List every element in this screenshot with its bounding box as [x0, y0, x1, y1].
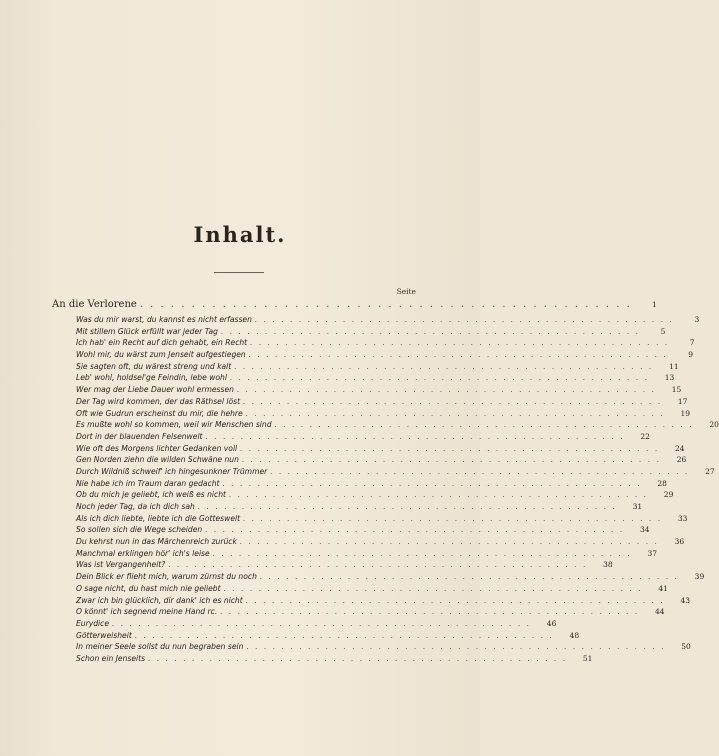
toc-entry-title: Wie oft des Morgens lichter Gedanken voll	[76, 443, 238, 453]
toc-entry	[52, 349, 694, 361]
toc-entry	[52, 384, 682, 396]
toc-entry-page: 50	[681, 642, 691, 652]
dot-leader: . . . . . . . . . . . . . . . . . . . . . . . . . . . . . . . . . . . . . . . . . . . . . . . .	[212, 548, 633, 558]
dot-leader: . . . . . . . . . . . . . . . . . . . . . . . . . . . . . . . . . . . . . . . . . . . . . . . .	[274, 420, 694, 430]
toc-entry-page: 51	[582, 653, 593, 663]
toc-entry-title: Ich hab' ein Recht auf dich gehabt, ein Recht	[76, 338, 248, 348]
toc-entry	[52, 630, 580, 642]
toc-entry-title: Götterweisheit	[76, 630, 132, 640]
toc-entry-page: 41	[658, 583, 668, 593]
toc-entry-title: O sage nicht, du hast mich nie geliebt	[76, 583, 221, 593]
toc-entry-title: Noch jeder Tag, da ich dich sah	[76, 502, 195, 511]
toc-entry	[52, 361, 679, 373]
toc-entry-title: Manchmal erklingen hör' ich's leise	[76, 548, 210, 558]
toc-entry-title: Schon ein Jenseits	[76, 653, 146, 663]
toc-entry	[52, 618, 557, 630]
toc-entry-page: 46	[546, 618, 557, 628]
toc-entry	[52, 372, 675, 384]
toc-entry-page: 38	[603, 560, 613, 570]
toc-entry	[52, 548, 658, 560]
toc-entry-page: 31	[632, 502, 643, 511]
toc-entry-title: Dort in der blauenden Felsenwelt	[76, 431, 203, 441]
toc-entry-page: 28	[657, 478, 667, 488]
dot-leader: . . . . . . . . . . . . . . . . . . . . . . . . . . . . . . . . . . . . . . . . . . . . . . . .	[248, 350, 669, 360]
dot-leader: . . . . . . . . . . . . . . . . . . . . . . . . . . . . . . . . . . . . . . . . . . . . . . . .	[236, 385, 657, 395]
dot-leader: . . . . . . . . . . . . . . . . . . . . . . . . . . . . . . . . . . . . . . . . . . . . . . . .	[240, 443, 660, 453]
toc-entry	[52, 595, 691, 607]
dot-leader: . . . . . . . . . . . . . . . . . . . . . . . . . . . . . . . . . . . . . . . . . . . . . . . .	[205, 431, 625, 441]
dot-leader: . . . . . . . . . . . . . . . . . . . . . . . . . . . . . . . . . . . . . . . . . . . . . . . .	[222, 478, 642, 488]
toc-entry-title: Wohl mir, du wärst zum Jenseit aufgestiegen	[76, 350, 246, 360]
toc-entry-page: 43	[680, 595, 691, 605]
toc-entry	[52, 571, 705, 583]
dot-leader: . . . . . . . . . . . . . . . . . . . . . . . . . . . . . . . . . . . . . . . . . . . . . . . .	[250, 338, 670, 348]
toc-entry	[52, 641, 691, 653]
toc-entry-title: Leb' wohl, holdsel'ge Feindin, lebe wohl	[76, 373, 227, 383]
toc-entry-page: 20	[709, 420, 719, 430]
table-of-contents	[52, 298, 719, 665]
toc-entry-title: Durch Wildniß schweif' ich hingesunkner Trümmer	[76, 466, 268, 476]
dot-leader: . . . . . . . . . . . . . . . . . . . . . . . . . . . . . . . . . . . . . . . . . . . . . . . .	[245, 408, 666, 418]
toc-entry-page: 11	[669, 361, 679, 371]
toc-entry-title: Was du mir warst, du kannst es nicht erfassen	[76, 315, 252, 324]
toc-entry	[52, 583, 668, 595]
toc-entry-title: Oft wie Gudrun erscheinst du mir, die hehre	[76, 408, 243, 418]
dot-leader: . . . . . . . . . . . . . . . . . . . . . . . . . . . . . . . . . . . . . . . . . . . . . . . .	[139, 299, 632, 310]
toc-entry-title: Dein Blick er flieht mich, warum zürnst du noch	[76, 572, 257, 582]
toc-entry	[52, 606, 665, 618]
toc-entry-page: 37	[647, 548, 658, 558]
toc-entry-page: 34	[639, 525, 650, 535]
toc-section-entry	[52, 298, 657, 312]
toc-entry	[52, 524, 650, 536]
page-column-label: Seite	[396, 287, 416, 296]
toc-entry	[52, 326, 666, 338]
dot-leader: . . . . . . . . . . . . . . . . . . . . . . . . . . . . . . . . . . . . . . . . . . . . . . . .	[134, 630, 555, 640]
toc-entry-title: In meiner Seele sollst du nun begraben sein	[76, 642, 244, 652]
toc-entry-page: 7	[689, 338, 695, 348]
toc-entry	[52, 489, 674, 501]
toc-entry-title: Der Tag wird kommen, der das Räthsel löst	[76, 396, 241, 406]
toc-entry-page: 22	[640, 431, 650, 441]
dot-leader: . . . . . . . . . . . . . . . . . . . . . . . . . . . . . . . . . . . . . . . . . . . . . . . .	[259, 572, 680, 582]
toc-entry	[52, 314, 700, 326]
toc-entry-page: 1	[652, 300, 657, 309]
toc-entry	[52, 478, 667, 490]
toc-entry-page: 48	[569, 630, 580, 640]
title-rule	[214, 272, 264, 273]
dot-leader: . . . . . . . . . . . . . . . . . . . . . . . . . . . . . . . . . . . . . . . . . . . . . . . .	[254, 315, 675, 324]
dot-leader: . . . . . . . . . . . . . . . . . . . . . . . . . . . . . . . . . . . . . . . . . . . . . . . .	[112, 618, 532, 628]
toc-entry	[52, 337, 695, 349]
toc-entry-title: Es mußte wohl so kommen, weil wir Menschen sind	[76, 420, 272, 430]
dot-leader: . . . . . . . . . . . . . . . . . . . . . . . . . . . . . . . . . . . . . . . . . . . . . . . .	[243, 396, 663, 406]
dot-leader: . . . . . . . . . . . . . . . . . . . . . . . . . . . . . . . . . . . . . . . . . . . . . . . .	[270, 466, 690, 476]
toc-entry-page: 17	[677, 396, 688, 406]
toc-entry-title: Was ist Vergangenheit?	[76, 560, 166, 570]
toc-entry	[52, 419, 719, 431]
toc-entry-page: 5	[660, 326, 666, 336]
dot-leader: . . . . . . . . . . . . . . . . . . . . . . . . . . . . . . . . . . . . . . . . . . . . . . . .	[223, 583, 643, 593]
dot-leader: . . . . . . . . . . . . . . . . . . . . . . . . . . . . . . . . . . . . . . . . . . . . . . . .	[168, 560, 588, 570]
toc-entry-title: Mit stillem Glück erfüllt war jeder Tag	[76, 326, 219, 336]
dot-leader: . . . . . . . . . . . . . . . . . . . . . . . . . . . . . . . . . . . . . . . . . . . . . . . .	[245, 595, 666, 605]
toc-entry-title: Zwar ich bin glücklich, dir dank' ich es nicht	[76, 595, 243, 605]
toc-entry-title: Wer mag der Liebe Dauer wohl ermessen	[76, 385, 234, 395]
toc-entry-page: 29	[663, 490, 674, 500]
toc-entry	[52, 431, 650, 443]
toc-entry-title: Du kehrst nun in das Märchenreich zurück	[76, 537, 237, 547]
toc-entry-page: 27	[705, 466, 715, 476]
toc-entry-title: Ob du mich je geliebt, ich weiß es nicht	[76, 490, 227, 500]
toc-entry-title: Sie sagten oft, du wärest streng und kalt	[76, 361, 232, 371]
toc-entry-page: 36	[674, 537, 685, 547]
dot-leader: . . . . . . . . . . . . . . . . . . . . . . . . . . . . . . . . . . . . . . . . . . . . . . . .	[243, 513, 663, 523]
dot-leader: . . . . . . . . . . . . . . . . . . . . . . . . . . . . . . . . . . . . . . . . . . . . . . . .	[205, 525, 625, 535]
toc-entry	[52, 501, 643, 513]
dot-leader: . . . . . . . . . . . . . . . . . . . . . . . . . . . . . . . . . . . . . . . . . . . . . . . .	[148, 653, 568, 663]
dot-leader: . . . . . . . . . . . . . . . . . . . . . . . . . . . . . . . . . . . . . . . . . . . . . . . .	[229, 490, 649, 500]
dot-leader: . . . . . . . . . . . . . . . . . . . . . . . . . . . . . . . . . . . . . . . . . . . . . . . .	[239, 537, 660, 547]
dot-leader: . . . . . . . . . . . . . . . . . . . . . . . . . . . . . . . . . . . . . . . . . . . . . . . .	[220, 607, 640, 617]
toc-entry-page: 39	[694, 572, 705, 582]
toc-entry	[52, 443, 685, 455]
dot-leader: . . . . . . . . . . . . . . . . . . . . . . . . . . . . . . . . . . . . . . . . . . . . . . . .	[197, 502, 618, 511]
toc-entry-title: O könnt' ich segnend meine Hand rc.	[76, 607, 218, 617]
toc-entry-title: Eurydice	[76, 618, 110, 628]
dot-leader: . . . . . . . . . . . . . . . . . . . . . . . . . . . . . . . . . . . . . . . . . . . . . . . .	[234, 361, 654, 371]
toc-entry-page: 33	[677, 513, 688, 523]
toc-entry-page: 13	[664, 373, 675, 383]
dot-leader: . . . . . . . . . . . . . . . . . . . . . . . . . . . . . . . . . . . . . . . . . . . . . . . .	[246, 642, 666, 652]
page-title: Inhalt.	[193, 222, 287, 247]
toc-entry	[52, 408, 691, 420]
toc-entry-title: Als ich dich liebte, liebte ich die Gotteswelt	[76, 513, 241, 523]
toc-entry-page: 44	[655, 607, 665, 617]
toc-entry-page: 3	[694, 315, 700, 324]
toc-entry	[52, 653, 593, 665]
toc-entry-title: An die Verlorene	[52, 299, 137, 310]
toc-entry-page: 24	[674, 443, 685, 453]
dot-leader: . . . . . . . . . . . . . . . . . . . . . . . . . . . . . . . . . . . . . . . . . . . . . . . .	[229, 373, 650, 383]
toc-entry-page: 15	[671, 385, 682, 395]
toc-entry	[52, 536, 685, 548]
toc-entry-title: So sollen sich die Wege scheiden	[76, 525, 203, 535]
toc-entry	[52, 466, 715, 478]
toc-entry-title: Gen Norden ziehn die wilden Schwäne nun	[76, 455, 239, 465]
toc-entry-page: 9	[688, 350, 694, 360]
dot-leader: . . . . . . . . . . . . . . . . . . . . . . . . . . . . . . . . . . . . . . . . . . . . . . . .	[221, 326, 641, 336]
toc-entry	[52, 454, 687, 466]
toc-entry	[52, 396, 688, 408]
dot-leader: . . . . . . . . . . . . . . . . . . . . . . . . . . . . . . . . . . . . . . . . . . . . . . . .	[241, 455, 662, 465]
toc-entry	[52, 513, 688, 525]
toc-entry-page: 26	[676, 455, 687, 465]
toc-entry	[52, 559, 613, 571]
toc-entry-title: Nie habe ich im Traum daran gedacht	[76, 478, 220, 488]
toc-entry-page: 19	[680, 408, 691, 418]
